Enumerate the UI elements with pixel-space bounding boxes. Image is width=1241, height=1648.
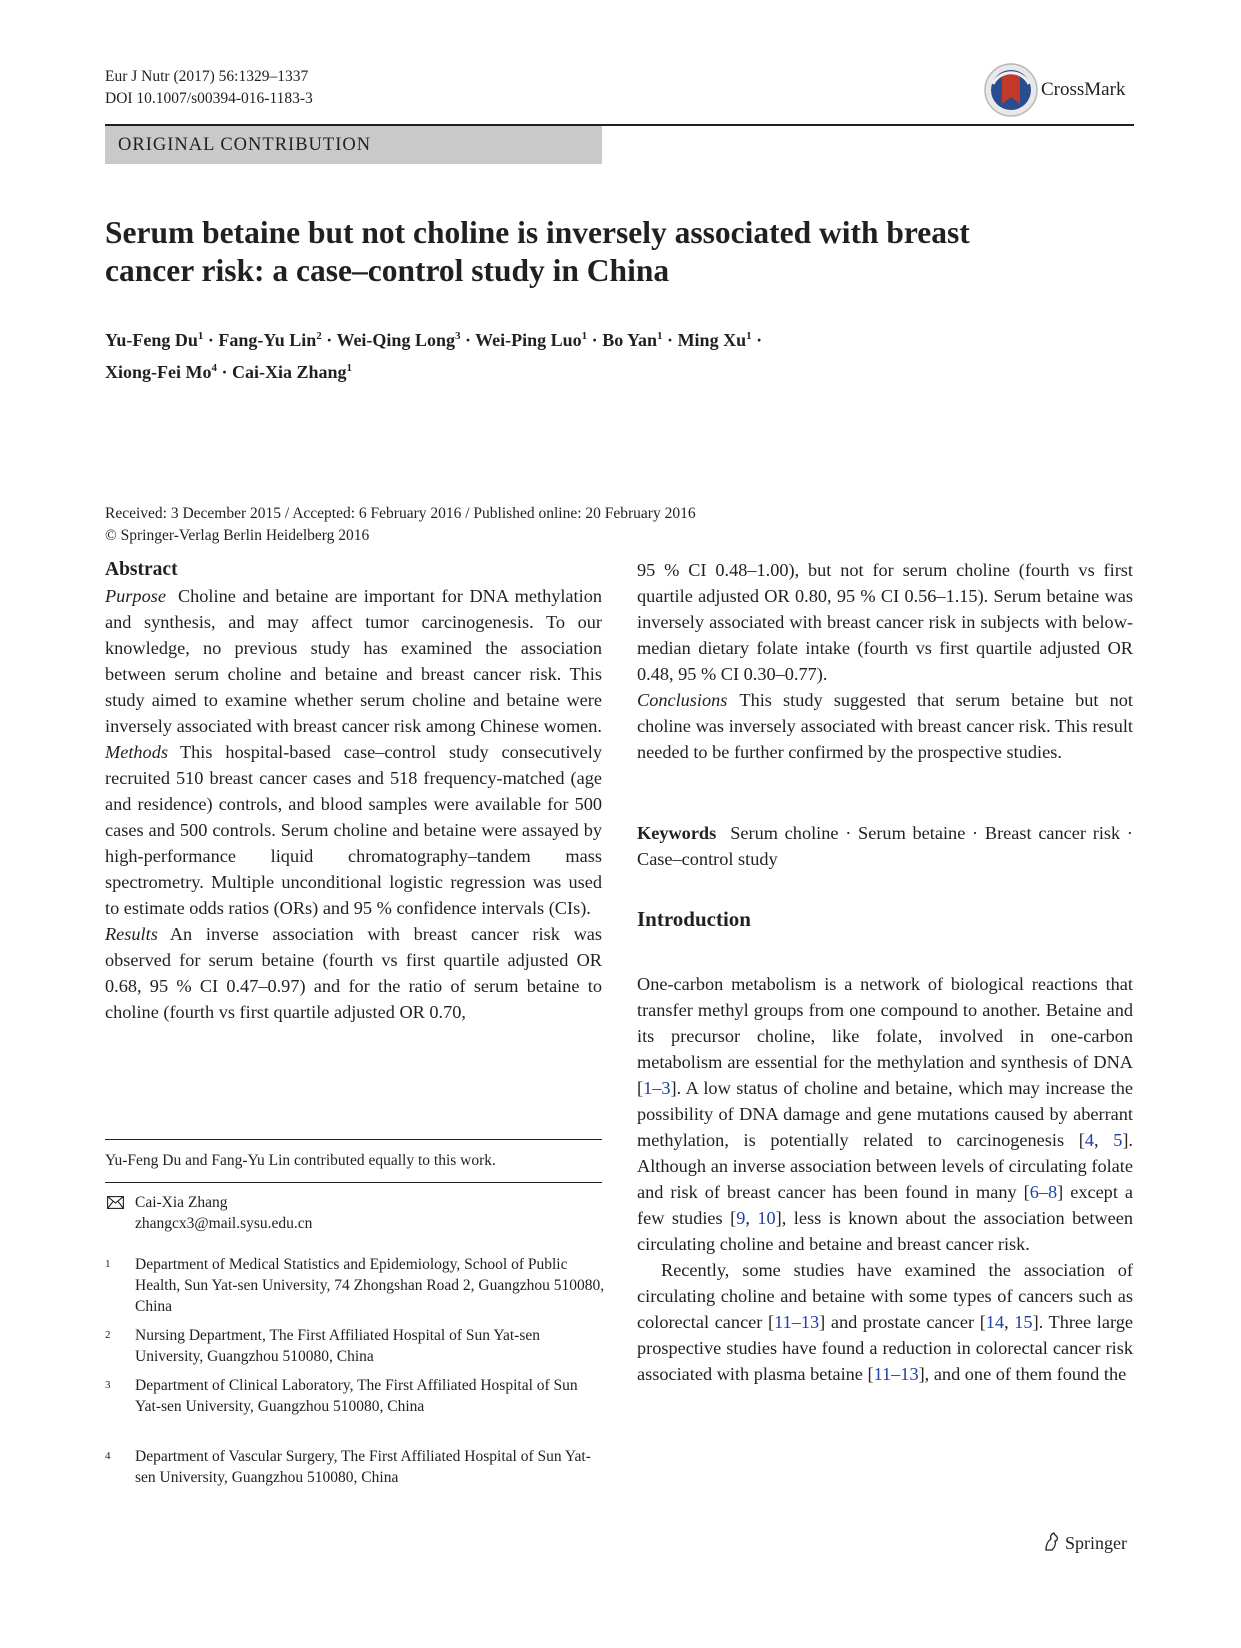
citation-link[interactable]: 11–13	[774, 1312, 820, 1332]
keywords	[637, 820, 1133, 872]
author-line-1: Yu-Feng $Du^1$ · Fang-Yu Lin$^2$ · Wei-Qing Long$^3$ · Wei-Ping Luo$^1$ · Bo Yan$^1$ · Ming $Xu^1$ ·	[105, 330, 763, 350]
author[interactable]: Xiong-Fei Mo$^4$	[105, 362, 217, 382]
author[interactable]: Yu-Feng Du$^1$	[105, 330, 204, 350]
affiliation-1: 1 Department of Medical Statistics and Epidemiology, School of Public Health, Sun Yat-sen University, 74 Zhongshan Road 2, Guangzhou 510080, China	[105, 1256, 605, 1315]
crossmark-label: CrossMark	[1041, 79, 1126, 100]
equal-contribution-note: Yu-Feng Du and Fang-Yu Lin contributed equally to this work.	[105, 1152, 496, 1169]
crossmark-logo-icon	[983, 62, 1039, 118]
corresponding-email[interactable]: zhangcx3@mail.sysu.edu.cn	[135, 1215, 313, 1232]
intro-paragraph-2: Recently, some studies have examined the association of circulating choline and betaine with some types of cancers such as colorectal cancer [11–13] and prostate cancer [14, 15]. Three large prospective studies have found a reduction in colorectal cancer risk associated with plasma betaine [11–13], and one of them found the	[637, 1260, 1133, 1384]
citation-link[interactable]: 5	[1113, 1130, 1123, 1150]
abstract-conclusions: Conclusions This study suggested that serum betaine but not choline was inversely associated with breast cancer risk. This result needed to be further confirmed by the prospective studies.	[637, 690, 1133, 762]
citation-link[interactable]: 9	[736, 1208, 746, 1228]
abstract-right	[637, 557, 1133, 765]
journal-volume: Eur J Nutr (2017) 56:1329–1337	[105, 68, 309, 85]
footnote-rule-top	[105, 1139, 602, 1140]
citation-link[interactable]: 10	[757, 1208, 776, 1228]
introduction-body	[637, 971, 1133, 1387]
springer-horse-icon	[1043, 1532, 1061, 1552]
corresponding-author	[105, 1192, 602, 1236]
abstract-results: Results An inverse association with breast cancer risk was observed for serum betaine (fourth vs first quartile adjusted OR 0.68, 95 % CI 0.47–0.97) and for the ratio of serum betaine to choline (fourth vs first quartile adjusted OR 0.70,	[105, 924, 602, 1022]
abstract-methods: Methods This hospital-based case–control study consecutively recruited 510 breast cancer cases and 518 frequency-matched (age and residence) controls, and blood samples were available for 500 cases and 500 controls. Serum choline and betaine were assayed by high-performance liquid chromatography–tandem mass spectrometry. Multiple unconditional logistic regression was used to estimate odds ratios (ORs) and 95 % confidence intervals (CIs).	[105, 742, 602, 918]
title-line-2: cancer risk: a case–control study in China	[105, 253, 670, 288]
title-line-1: Serum betaine but not choline is inversely associated with breast	[105, 215, 970, 250]
publisher-logo	[1043, 1532, 1127, 1554]
author-line-2: Xiong-Fei $Mo^4 \cdot Cai-Xia$ Zhang$^1$	[105, 362, 353, 382]
author[interactable]: Wei-Qing Long$^3$	[336, 330, 461, 350]
author[interactable]: Wei-Ping Luo$^1$	[475, 330, 588, 350]
citation-link[interactable]: 4	[1084, 1130, 1094, 1150]
doi[interactable]: DOI 10.1007/s00394-016-1183-3	[105, 90, 313, 107]
section-banner-label: ORIGINAL CONTRIBUTION	[118, 135, 372, 155]
author[interactable]: Fang-Yu Lin$^2$	[218, 330, 322, 350]
introduction-section	[637, 906, 1133, 932]
footnote-rule-bottom	[105, 1182, 602, 1183]
citation-link[interactable]: 6–8	[1029, 1182, 1058, 1202]
intro-paragraph-1: One-carbon metabolism is a network of biological reactions that transfer methyl groups from one compound to another. Betaine and its precursor choline, like folate, involved in one-carbon metabolism are essential for the methylation and synthesis of DNA [1–3]. A low status of choline and betaine, which may increase the possibility of DNA damage and gene mutations caused by aberrant methylation, is potentially related to carcinogenesis [4, 5]. Although an inverse association between levels of circulating folate and risk of breast cancer has been found in many [6–8] except a few studies [9, 10], less is known about the association between circulating choline and betaine and breast cancer risk.	[637, 974, 1134, 1254]
copyright-line: © Springer-Verlag Berlin Heidelberg 2016	[105, 527, 370, 544]
abstract-heading: Abstract	[105, 559, 178, 580]
author[interactable]: Bo Yan$^1$	[602, 330, 663, 350]
affiliation-3: 3 Department of Clinical Laboratory, The First Affiliated Hospital of Sun Yat-sen University, Guangzhou 510080, China	[105, 1377, 578, 1415]
affiliation-2: 2 Nursing Department, The First Affiliated Hospital of Sun Yat-sen University, Guangzhou 510080, China	[105, 1327, 540, 1365]
corresponding-name: Cai-Xia Zhang	[135, 1194, 228, 1211]
author-list	[105, 322, 1005, 386]
author[interactable]: Ming Xu$^1$	[677, 330, 752, 350]
keywords-label: Keywords	[637, 823, 717, 843]
abstract-left	[105, 557, 602, 1025]
dates-line: Received: 3 December 2015 / Accepted: 6 February 2016 / Published online: 20 February 2016	[105, 505, 696, 522]
section-banner	[105, 126, 602, 164]
affiliation-4: 4 Department of Vascular Surgery, The First Affiliated Hospital of Sun Yat-sen University, Guangzhou 510080, China	[105, 1448, 591, 1486]
citation-link[interactable]: 1–3	[643, 1078, 671, 1098]
publication-history	[105, 503, 696, 547]
crossmark-badge[interactable]	[983, 62, 1133, 120]
publisher-name: Springer	[1065, 1533, 1127, 1553]
envelope-icon	[107, 1196, 124, 1209]
introduction-heading: Introduction	[637, 907, 751, 931]
abstract-results-continued: 95 % CI 0.48–1.00), but not for serum choline (fourth vs first quartile adjusted OR 0.80, 95 % CI 0.56–1.15). Serum betaine was inversely associated with breast cancer risk in subjects with below-median dietary folate intake (fourth vs first quartile adjusted OR 0.48, 95 % CI 0.30–0.77).	[637, 560, 1133, 684]
citation-link[interactable]: 11–13	[873, 1364, 919, 1384]
author[interactable]: Cai-Xia Zhang$^1$	[232, 362, 353, 382]
article-title	[105, 214, 1045, 290]
abstract-purpose: Purpose Choline and betaine are important for DNA methylation and synthesis, and may affect tumor carcinogenesis. To our knowledge, no previous study has examined the association between serum choline and betaine and breast cancer risk. This study aimed to examine whether serum choline and betaine were inversely associated with breast cancer risk among Chinese women.	[105, 586, 602, 736]
journal-citation	[105, 66, 313, 110]
citation-link[interactable]: 14	[985, 1312, 1005, 1332]
keywords-text: Serum choline · Serum betaine · Breast cancer risk · Case–control study	[637, 823, 1133, 869]
citation-link[interactable]: 15	[1014, 1312, 1033, 1332]
